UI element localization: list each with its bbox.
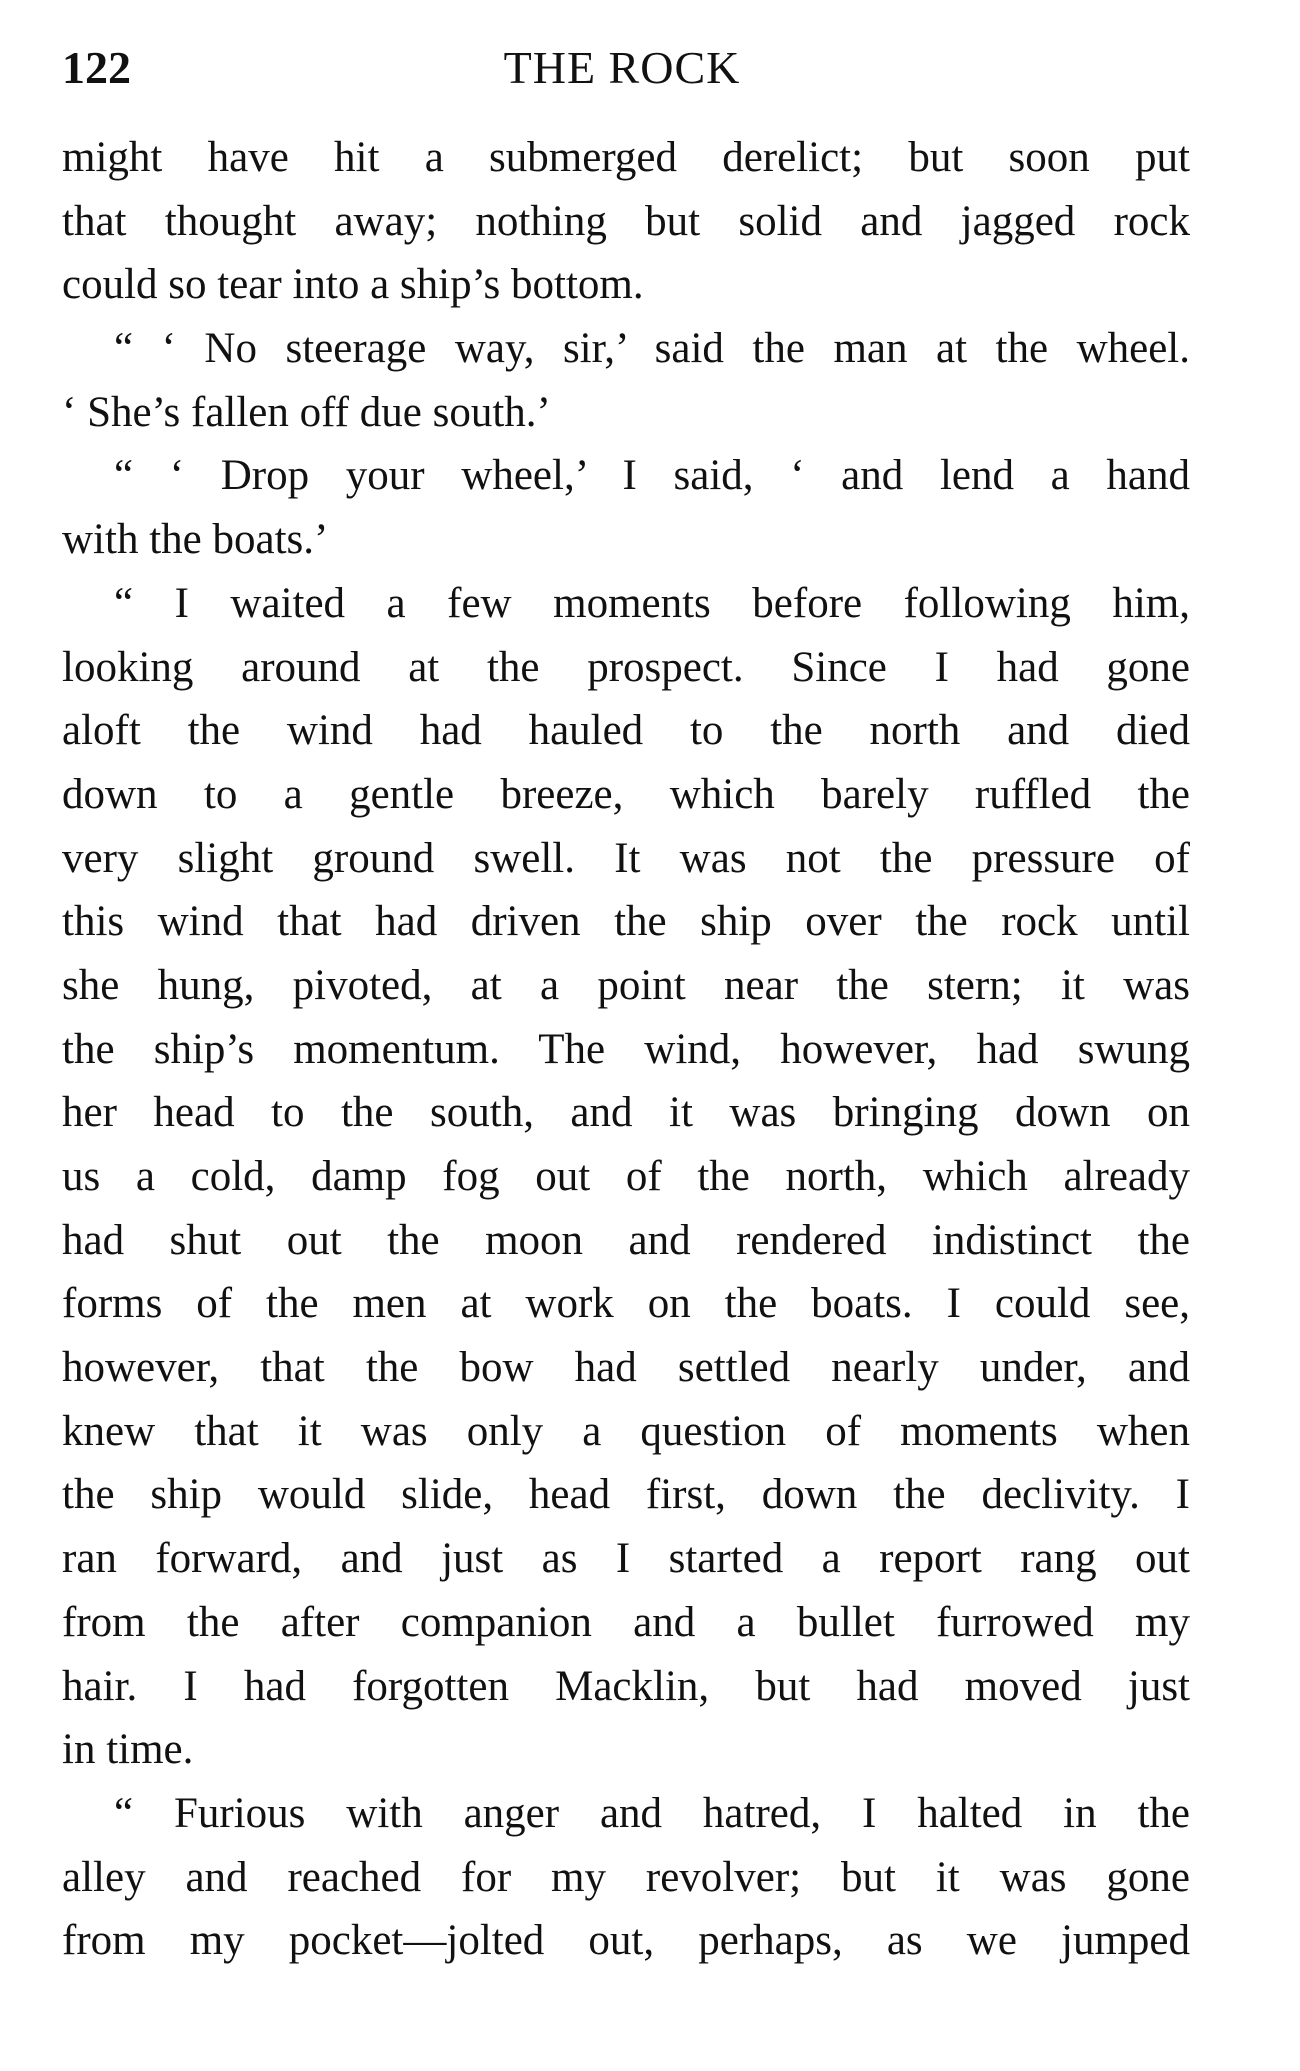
text-line: hair. I had forgotten Macklin, but had moved just — [62, 1662, 1190, 1710]
text-line: could so tear into a ship’s bottom. — [62, 261, 644, 309]
text-line: with the boats.’ — [62, 516, 329, 564]
text-line: her head to the south, and it was bringing down on — [62, 1089, 1190, 1137]
text-line: this wind that had driven the ship over the rock until — [62, 898, 1190, 946]
text-line: alley and reached for my revolver; but it was gone — [62, 1853, 1190, 1901]
running-head — [62, 38, 1182, 98]
text-line: “ Furious with anger and hatred, I halted in the — [114, 1789, 1190, 1837]
text-line: “ ‘ No steerage way, sir,’ said the man at the wheel. — [114, 325, 1190, 373]
text-line: forms of the men at work on the boats. I could see, — [62, 1280, 1190, 1328]
text-line: looking around at the prospect. Since I had gone — [62, 643, 1190, 691]
text-line: very slight ground swell. It was not the pressure of — [62, 834, 1190, 882]
running-title: THE ROCK — [503, 42, 741, 93]
text-line: the ship would slide, head first, down the declivity. I — [62, 1471, 1190, 1519]
page-number: 122 — [62, 42, 131, 93]
text-line: aloft the wind had hauled to the north and died — [62, 707, 1190, 755]
body-text — [62, 126, 1190, 1973]
paragraph — [62, 126, 1190, 317]
paragraph — [62, 1782, 1190, 1973]
paragraph — [62, 317, 1190, 444]
text-line: ‘ She’s fallen off due south.’ — [62, 388, 551, 436]
text-line: “ ‘ Drop your wheel,’ I said, ‘ and lend a hand — [114, 452, 1190, 500]
text-line: however, that the bow had settled nearly under, and — [62, 1344, 1190, 1392]
text-line: down to a gentle breeze, which barely ruffled the — [62, 770, 1190, 818]
text-line: from the after companion and a bullet furrowed my — [62, 1598, 1190, 1646]
paragraph — [62, 444, 1190, 571]
text-line: from my pocket—jolted out, perhaps, as we jumped — [62, 1917, 1190, 1965]
text-line: “ I waited a few moments before following him, — [114, 579, 1190, 627]
text-line: had shut out the moon and rendered indistinct the — [62, 1216, 1190, 1264]
text-line: ran forward, and just as I started a report rang out — [62, 1535, 1190, 1583]
text-line: that thought away; nothing but solid and jagged rock — [62, 197, 1190, 245]
paragraph — [62, 572, 1190, 1782]
text-line: us a cold, damp fog out of the north, which already — [62, 1153, 1190, 1200]
text-line: might have hit a submerged derelict; but soon put — [62, 134, 1190, 181]
text-line: the ship’s momentum. The wind, however, had swung — [62, 1025, 1190, 1073]
text-line: knew that it was only a question of moments when — [62, 1407, 1190, 1455]
text-line: she hung, pivoted, at a point near the stern; it was — [62, 961, 1190, 1009]
text-line: in time. — [62, 1726, 194, 1774]
